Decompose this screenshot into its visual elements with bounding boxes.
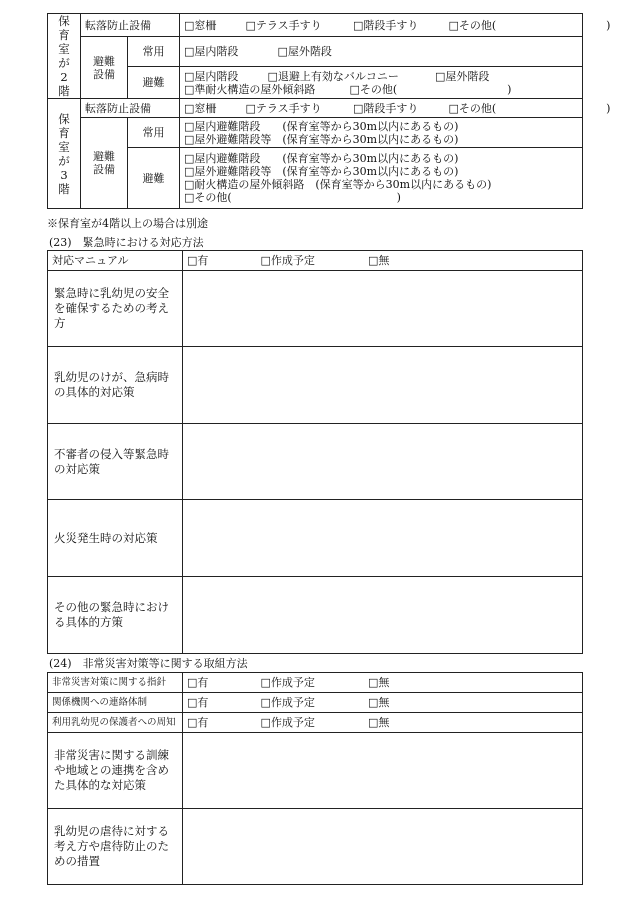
floor3-evac-label: 避難 設備 — [81, 118, 128, 209]
window-guard-checkbox[interactable]: □窓柵 — [184, 18, 217, 32]
floor3-fall-label: 転落防止設備 — [81, 99, 180, 118]
notice-planned-checkbox[interactable]: □作成予定 — [260, 716, 315, 729]
terrace-rail-checkbox-3[interactable]: □テラス手すり — [245, 101, 322, 115]
injury-illness-input[interactable] — [183, 347, 583, 424]
outdoor-stairs-evac-checkbox[interactable]: □屋外階段 — [435, 69, 490, 83]
notice-yes-checkbox[interactable]: □有 — [187, 716, 209, 729]
section-24-title: (24) 非常災害対策等に関する取組方法 — [49, 657, 248, 670]
fall-other-checkbox[interactable]: □その他( ) — [448, 18, 611, 32]
evacuation-table — [47, 13, 611, 209]
floor3-regular-label: 常用 — [128, 118, 180, 148]
fire-label: 火災発生時の対応策 — [48, 500, 183, 577]
disaster-guideline-options — [183, 673, 583, 693]
evac-other-checkbox[interactable]: □その他( ) — [349, 82, 512, 96]
outdoor-evac-stairs-evac-checkbox[interactable]: □屋外避難階段等 (保育室等から30m以内にあるもの) — [184, 165, 459, 178]
manual-yes-checkbox[interactable]: □有 — [187, 254, 209, 267]
contact-system-label: 関係機関への連絡体制 — [48, 693, 183, 713]
guideline-planned-checkbox[interactable]: □作成予定 — [260, 676, 315, 689]
guideline-yes-checkbox[interactable]: □有 — [187, 676, 209, 689]
floor3-fall-options — [180, 99, 611, 118]
fireproof-slope-checkbox[interactable]: □耐火構造の屋外傾斜路 (保育室等から30m以内にあるもの) — [184, 178, 492, 191]
contact-planned-checkbox[interactable]: □作成予定 — [260, 696, 315, 709]
indoor-evac-stairs-checkbox[interactable]: □屋内避難階段 (保育室等から30m以内にあるもの) — [184, 119, 459, 133]
floor2-regular-label: 常用 — [128, 37, 180, 67]
terrace-rail-checkbox[interactable]: □テラス手すり — [245, 18, 322, 32]
abuse-prevention-label: 乳幼児の虐待に対する考え方や虐待防止のための措置 — [48, 809, 183, 885]
manual-label: 対応マニュアル — [48, 251, 183, 271]
contact-yes-checkbox[interactable]: □有 — [187, 696, 209, 709]
intruder-input[interactable] — [183, 424, 583, 500]
floor2-evac-sub-label: 避難 — [128, 67, 180, 99]
evac-other-checkbox-3[interactable]: □その他( ) — [184, 191, 401, 204]
floor3-label: 保 育 室 が 3 階 — [48, 99, 81, 209]
indoor-stairs-evac-checkbox[interactable]: □屋内階段 — [184, 69, 239, 83]
window-guard-checkbox-3[interactable]: □窓柵 — [184, 101, 217, 115]
floor3-regular-options — [180, 118, 583, 148]
fall-other-checkbox-3[interactable]: □その他( ) — [448, 101, 611, 115]
disaster-training-input[interactable] — [183, 733, 583, 809]
other-emergency-label: その他の緊急時における具体的方策 — [48, 577, 183, 654]
manual-options — [183, 251, 583, 271]
section-23-title: (23) 緊急時における対応方法 — [49, 236, 204, 249]
floor3-evac-options — [180, 148, 583, 209]
floor2-fall-label: 転落防止設備 — [81, 14, 180, 37]
intruder-label: 不審者の侵入等緊急時の対応策 — [48, 424, 183, 500]
slope-checkbox[interactable]: □準耐火構造の屋外傾斜路 — [184, 82, 316, 96]
indoor-stairs-checkbox[interactable]: □屋内階段 — [184, 45, 239, 58]
floor2-label: 保 育 室 が 2 階 — [48, 14, 81, 99]
contact-system-options — [183, 693, 583, 713]
outdoor-stairs-checkbox[interactable]: □屋外階段 — [277, 45, 332, 58]
guideline-no-checkbox[interactable]: □無 — [368, 676, 390, 689]
indoor-evac-stairs-evac-checkbox[interactable]: □屋内避難階段 (保育室等から30m以内にあるもの) — [184, 152, 459, 165]
disaster-training-label: 非常災害に関する訓練や地域との連携を含めた具体的な対応策 — [48, 733, 183, 809]
manual-no-checkbox[interactable]: □無 — [368, 254, 390, 267]
guardian-notice-label: 利用乳幼児の保護者への周知 — [48, 713, 183, 733]
other-emergency-input[interactable] — [183, 577, 583, 654]
floor2-fall-options — [180, 14, 611, 37]
balcony-checkbox[interactable]: □退避上有効なバルコニー — [267, 69, 399, 83]
contact-no-checkbox[interactable]: □無 — [368, 696, 390, 709]
abuse-prevention-input[interactable] — [183, 809, 583, 885]
guardian-notice-options — [183, 713, 583, 733]
emergency-table — [47, 250, 583, 654]
stair-rail-checkbox[interactable]: □階段手すり — [353, 18, 419, 32]
emergency-safety-label: 緊急時に乳幼児の安全を確保するための考え方 — [48, 271, 183, 347]
disaster-table — [47, 672, 583, 885]
notice-no-checkbox[interactable]: □無 — [368, 716, 390, 729]
floor2-evac-label: 避難 設備 — [81, 37, 128, 99]
injury-illness-label: 乳幼児のけが、急病時の具体的対応策 — [48, 347, 183, 424]
floor4-note: ※保育室が4階以上の場合は別途 — [47, 217, 208, 230]
disaster-guideline-label: 非常災害対策に関する指針 — [48, 673, 183, 693]
floor2-evac-options — [180, 67, 583, 99]
floor3-evac-sub-label: 避難 — [128, 148, 180, 209]
stair-rail-checkbox-3[interactable]: □階段手すり — [353, 101, 419, 115]
manual-planned-checkbox[interactable]: □作成予定 — [260, 254, 315, 267]
fire-input[interactable] — [183, 500, 583, 577]
floor2-regular-options — [180, 37, 583, 67]
outdoor-evac-stairs-checkbox[interactable]: □屋外避難階段等 (保育室等から30m以内にあるもの) — [184, 132, 459, 146]
emergency-safety-input[interactable] — [183, 271, 583, 347]
